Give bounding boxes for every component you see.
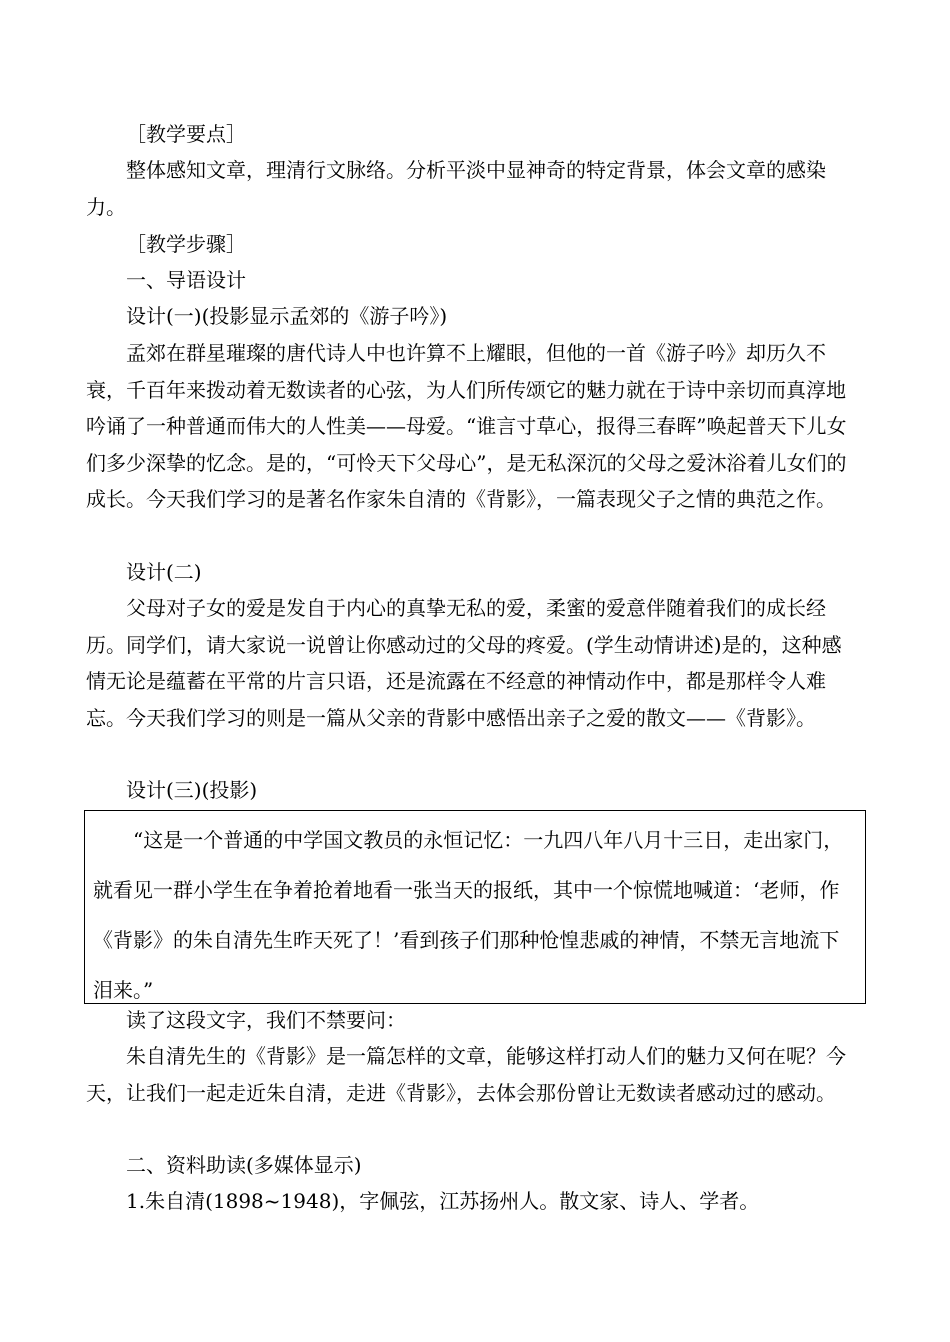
design-2-paragraph: 父母对子女的爱是发自于内心的真挚无私的爱，柔蜜的爱意伴随着我们的成长经历。同学们，请大家说一说曾让你感动过的父母的疼爱。(学生动情讲述)是的，这种感情无论是蕴蓄在平常的片言只语，还是流露在不经意的神情动作中，都是那样令人难忘。今天我们学习的则是一篇从父亲的背影中感悟出亲子之爱的散文——《背影》。	[86, 596, 842, 730]
item-1-paragraph: 1.朱自清(1898~1948)，字佩弦，江苏扬州人。散文家、诗人、学者。	[126, 1189, 760, 1213]
section-2-title: 二、资料助读(多媒体显示)	[126, 1153, 362, 1177]
question-paragraph: 朱自清先生的《背影》是一篇怎样的文章，能够这样打动人们的魅力又何在呢？今天，让我们一起走近朱自清，走进《背影》，去体会那份曾让无数读者感动过的感动。	[86, 1044, 846, 1105]
heading-teaching-points: ［教学要点］	[126, 122, 246, 146]
design-1-paragraph: 孟郊在群星璀璨的唐代诗人中也许算不上耀眼，但他的一首《游子吟》却历久不衰，千百年来拨动着无数读者的心弦，为人们所传颂它的魅力就在于诗中亲切而真淳地吟诵了一种普通而伟大的人性美——母爱。“谁言寸草心，报得三春晖”唤起普天下儿女们多少深挚的忆念。是的，“可怜天下父母心”，是无私深沉的父母之爱沐浴着儿女们的成长。今天我们学习的是著名作家朱自清的《背影》，一篇表现父子之情的典范之作。	[86, 341, 847, 511]
design-3-title: 设计(三)(投影)	[126, 778, 258, 802]
design-2-title: 设计(二)	[126, 560, 202, 584]
quote-text: “这是一个普通的中学国文教员的永恒记忆：一九四八年八月十三日，走出家门，就看见一群小学生在争着抢着地看一张当天的报纸，其中一个惊慌地喊道：‘老师，作《背影》的朱自清先生昨天死了！’看到孩子们那种怆惶悲戚的神情，不禁无言地流下泪来。”	[93, 828, 844, 1002]
design-1-title: 设计(一)(投影显示孟郊的《游子吟》)	[126, 304, 448, 328]
section-1-title: 一、导语设计	[126, 268, 246, 292]
after-quote-line: 读了这段文字，我们不禁要问：	[126, 1008, 406, 1032]
quote-box	[84, 810, 866, 1004]
heading-teaching-steps: ［教学步骤］	[126, 232, 246, 256]
teaching-points-paragraph: 整体感知文章，理清行文脉络。分析平淡中显神奇的特定背景，体会文章的感染力。	[86, 158, 826, 219]
